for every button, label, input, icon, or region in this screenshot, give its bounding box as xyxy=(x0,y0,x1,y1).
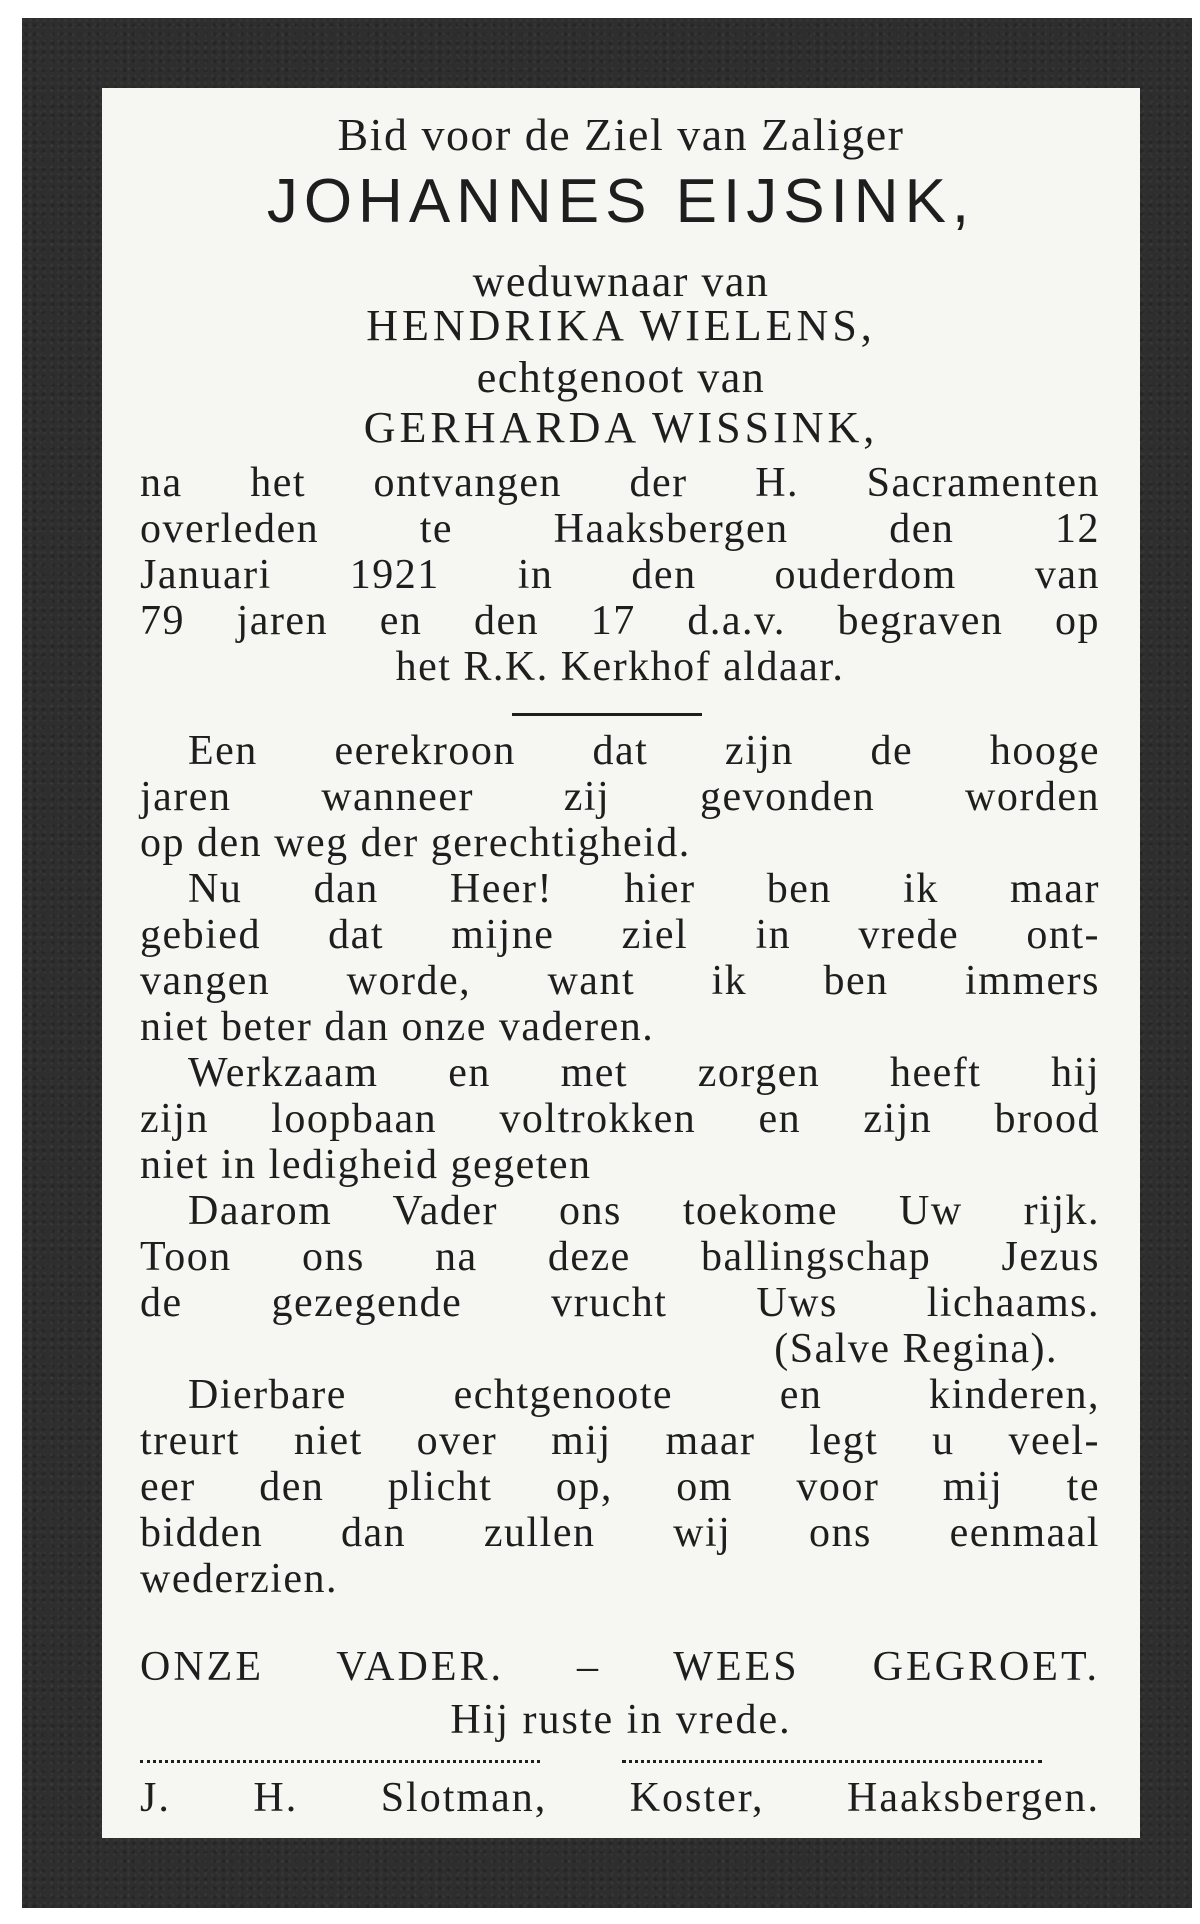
verse-line: niet in ledigheid gegeten xyxy=(140,1142,592,1188)
verse-line: eer den plicht op, om voor mij te xyxy=(140,1464,1100,1510)
printer-credit: J. H. Slotman, Koster, Haaksbergen. xyxy=(140,1775,1100,1821)
verse-citation: (Salve Regina). xyxy=(774,1326,1058,1372)
deceased-name: JOHANNES EIJSINK, xyxy=(266,167,976,236)
rest-in-peace: Hij ruste in vrede. xyxy=(450,1697,792,1743)
dotted-rule-right xyxy=(622,1760,1042,1763)
bio-line: het R.K. Kerkhof aldaar. xyxy=(395,644,845,690)
closing-prayers: ONZE VADER. – WEES GEGROET. xyxy=(140,1644,1100,1690)
verse-line: treurt niet over mij maar legt u veel- xyxy=(140,1418,1100,1464)
dotted-rule-left xyxy=(140,1760,540,1763)
verse-line: Toon ons na deze ballingschap Jezus xyxy=(140,1234,1100,1280)
verse-line: vangen worde, want ik ben immers xyxy=(140,958,1100,1004)
verse-line: op den weg der gerechtigheid. xyxy=(140,820,691,866)
verse-line: Een eerekroon dat zijn de hooge xyxy=(188,728,1100,774)
memorial-card xyxy=(102,88,1140,1838)
bio-line: na het ontvangen der H. Sacramenten xyxy=(140,460,1100,506)
card-border xyxy=(22,18,1192,1908)
verse-line: jaren wanneer zij gevonden worden xyxy=(140,774,1100,820)
verse-line: zijn loopbaan voltrokken en zijn brood xyxy=(140,1096,1100,1142)
verse-line: niet beter dan onze vaderen. xyxy=(140,1004,655,1050)
verse-line: gebied dat mijne ziel in vrede ont- xyxy=(140,912,1100,958)
verse-line: wederzien. xyxy=(140,1556,339,1602)
bio-line: 79 jaren en den 17 d.a.v. begraven op xyxy=(140,598,1100,644)
section-divider xyxy=(512,713,702,716)
verse-line: Daarom Vader ons toekome Uw rijk. xyxy=(188,1188,1100,1234)
spouse-name: GERHARDA WISSINK, xyxy=(363,403,879,452)
spouse-label: echtgenoot van xyxy=(476,353,766,402)
verse-line: Dierbare echtgenoote en kinderen, xyxy=(188,1372,1100,1418)
bio-line: overleden te Haaksbergen den 12 xyxy=(140,506,1100,552)
intro-line: Bid voor de Ziel van Zaliger xyxy=(337,109,905,160)
late-wife-name: HENDRIKA WIELENS, xyxy=(366,301,876,350)
verse-line: Werkzaam en met zorgen heeft hij xyxy=(188,1050,1100,1096)
widower-label: weduwnaar van xyxy=(472,257,770,306)
verse-line: de gezegende vrucht Uws lichaams. xyxy=(140,1280,1100,1326)
bio-line: Januari 1921 in den ouderdom van xyxy=(140,552,1100,598)
verse-line: bidden dan zullen wij ons eenmaal xyxy=(140,1510,1100,1556)
verse-line: Nu dan Heer! hier ben ik maar xyxy=(188,866,1100,912)
biography xyxy=(140,460,1100,690)
verses xyxy=(140,728,1100,1602)
